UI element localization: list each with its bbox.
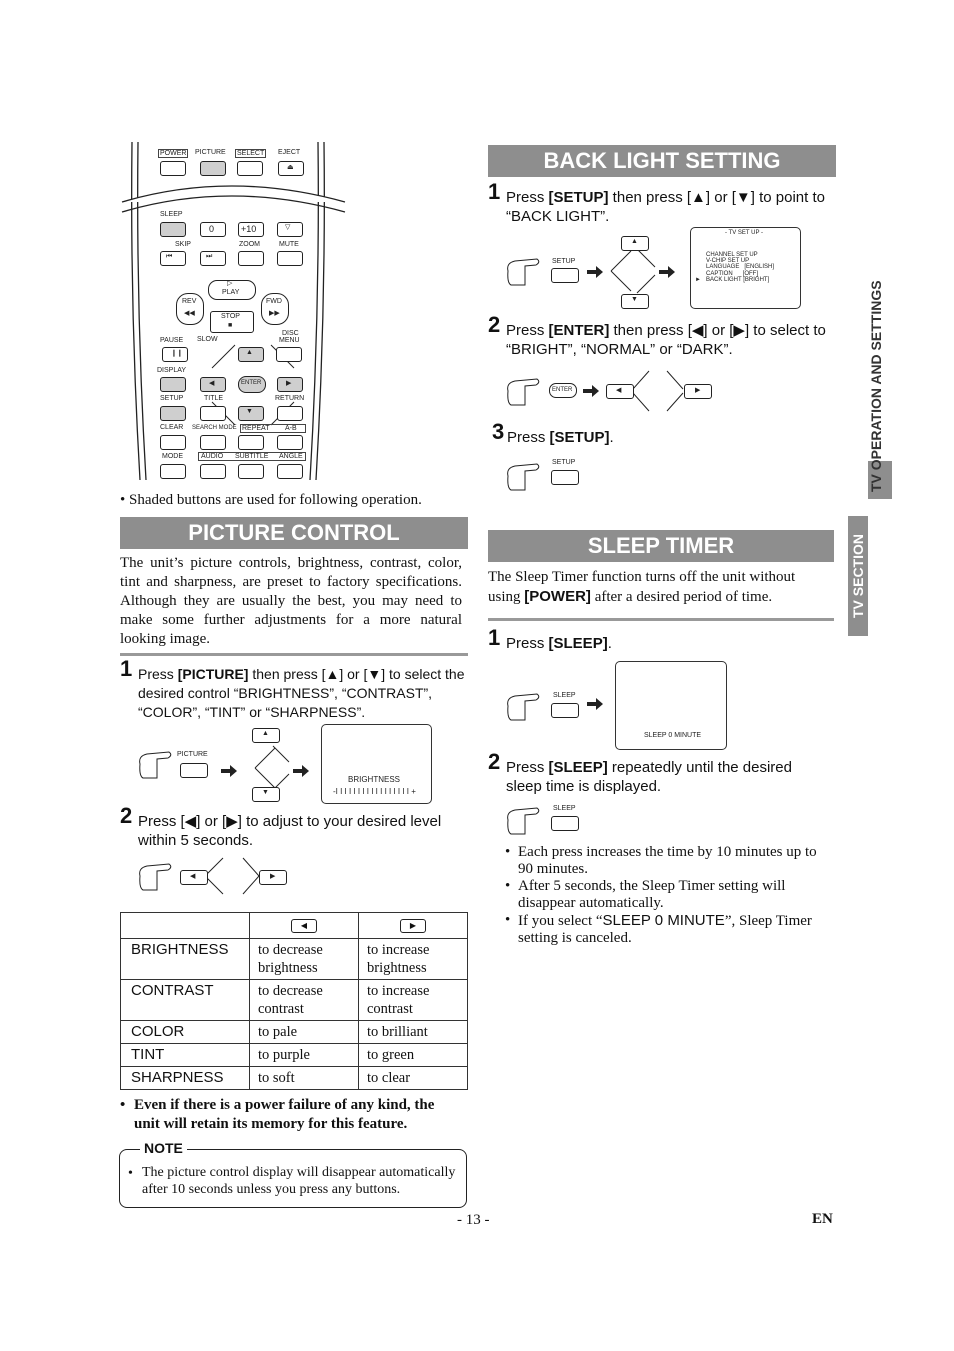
angle-button[interactable] bbox=[277, 464, 303, 479]
remote-caption: • Shaded buttons are used for following operation. bbox=[120, 492, 422, 508]
rev-button[interactable] bbox=[176, 293, 204, 325]
step-text bbox=[506, 188, 836, 226]
stop-label: STOP bbox=[221, 313, 240, 320]
intro-text-a: The Sleep Timer function turns off the unit without using bbox=[488, 569, 796, 605]
menu-item: CAPTION [OFF] bbox=[706, 271, 759, 277]
arrow-right-icon bbox=[293, 765, 309, 777]
hand-icon bbox=[140, 864, 171, 890]
sleep-button[interactable] bbox=[160, 222, 186, 237]
sleep-btn-label: SLEEP bbox=[553, 692, 576, 699]
picture-button[interactable] bbox=[200, 161, 226, 176]
plus10-label: +10 bbox=[241, 224, 257, 234]
table-cell: to decrease contrast bbox=[250, 980, 359, 1021]
subtitle-button[interactable] bbox=[238, 464, 264, 479]
divider bbox=[120, 653, 468, 656]
table-cell: BRIGHTNESS bbox=[121, 939, 250, 980]
ab-label: A-B bbox=[285, 425, 297, 432]
enter-label: ENTER bbox=[241, 380, 262, 386]
sleep-button[interactable] bbox=[551, 816, 579, 831]
menu-label: MENU bbox=[279, 337, 300, 344]
fast-forward-icon: ▶▶ bbox=[269, 310, 280, 317]
arrow-left-icon: ◀ bbox=[209, 380, 215, 387]
bullet: • bbox=[128, 1166, 133, 1181]
table-cell: to purple bbox=[250, 1044, 359, 1067]
bullet-text: Each press increases the time by 10 minutes up to 90 minutes. bbox=[518, 844, 817, 877]
title-button[interactable] bbox=[200, 406, 226, 421]
audio-label: AUDIO bbox=[201, 453, 224, 460]
eject-icon: ⏏ bbox=[287, 164, 294, 171]
setup-button[interactable] bbox=[551, 470, 579, 485]
plus10-button[interactable] bbox=[238, 222, 264, 237]
return-label: RETURN bbox=[275, 395, 305, 402]
step-text-a: Press bbox=[506, 635, 549, 652]
arrow-left-icon: ◀ bbox=[190, 873, 196, 880]
setup-button[interactable] bbox=[160, 406, 186, 421]
memory-note-text: Even if there is a power failure of any kind, the unit will retain its memory for this feature. bbox=[134, 1097, 435, 1132]
select-label: SELECT bbox=[237, 150, 265, 157]
skip-back-icon: ⏮ bbox=[166, 253, 173, 260]
hand-icon bbox=[140, 752, 171, 778]
bullet: • bbox=[505, 878, 511, 894]
step-text bbox=[506, 321, 836, 359]
screen-text: SLEEP 0 MINUTE bbox=[644, 732, 702, 739]
clear-label: CLEAR bbox=[160, 424, 184, 431]
skip-label: SKIP bbox=[175, 241, 191, 248]
picture-label: PICTURE bbox=[195, 149, 226, 156]
step-text: Press [◀] or [▶] to adjust to your desired level within 5 seconds. bbox=[138, 813, 442, 849]
sleep-timer-heading: SLEEP TIMER bbox=[488, 530, 834, 562]
skip-forward-icon: ⏭ bbox=[206, 253, 213, 260]
arrow-down-icon: ▼ bbox=[262, 789, 269, 796]
table-cell: to brilliant bbox=[359, 1021, 468, 1044]
step-text-c: . bbox=[609, 429, 614, 446]
cursor-icon: ► bbox=[695, 277, 701, 283]
step-text bbox=[506, 758, 826, 796]
search-mode-button[interactable] bbox=[200, 435, 226, 450]
down-triangle-button[interactable] bbox=[277, 222, 303, 237]
table-cell: to increase contrast bbox=[359, 980, 468, 1021]
clear-button[interactable] bbox=[160, 435, 186, 450]
table-row bbox=[121, 1021, 468, 1044]
list-item bbox=[505, 844, 835, 878]
table-cell: SHARPNESS bbox=[121, 1067, 250, 1090]
step-text-c: then press [◀] or [▶] to select to “BRIGHT”, “NORMAL” or “DARK”. bbox=[506, 322, 826, 358]
slow-label: SLOW bbox=[197, 336, 218, 343]
step-text-a: Press bbox=[506, 759, 549, 776]
arrow-right-icon bbox=[583, 385, 599, 397]
power-label: POWER bbox=[160, 150, 187, 157]
note-title: NOTE bbox=[140, 1140, 187, 1156]
bullet: • bbox=[505, 844, 511, 860]
picture-button[interactable] bbox=[180, 763, 208, 778]
sleep-key: [SLEEP] bbox=[548, 635, 608, 652]
step-number: 1 bbox=[488, 179, 501, 204]
table-cell: CONTRAST bbox=[121, 980, 250, 1021]
up-button[interactable] bbox=[238, 347, 264, 362]
page-number: - 13 - bbox=[457, 1212, 490, 1228]
arrow-down-icon: ▼ bbox=[246, 408, 253, 415]
audio-button[interactable] bbox=[200, 464, 226, 479]
setup-button[interactable] bbox=[551, 268, 579, 283]
ab-button[interactable] bbox=[277, 435, 303, 450]
left-key-icon: ◀ bbox=[291, 919, 317, 933]
backlight-step-2-diagram bbox=[503, 367, 723, 415]
right-button[interactable] bbox=[259, 870, 287, 885]
bullet: • bbox=[505, 912, 511, 928]
play-button[interactable] bbox=[208, 280, 256, 300]
menu-item: LANGUAGE [ENGLISH] bbox=[706, 264, 775, 270]
table-cell: to pale bbox=[250, 1021, 359, 1044]
sleep-btn-label: SLEEP bbox=[553, 805, 576, 812]
angle-label: ANGLE bbox=[279, 453, 303, 460]
sleep-key: [SLEEP] bbox=[548, 759, 608, 776]
picture-control-table bbox=[120, 912, 468, 1090]
intro-text-c: after a desired period of time. bbox=[590, 589, 773, 605]
up-button[interactable] bbox=[252, 728, 280, 743]
arrow-right-icon: ▶ bbox=[270, 873, 276, 880]
arrow-right-icon bbox=[587, 698, 603, 710]
arrow-right-icon: ▶ bbox=[286, 380, 292, 387]
return-button[interactable] bbox=[277, 406, 303, 421]
arrow-up-icon: ▲ bbox=[246, 349, 253, 356]
power-key: [POWER] bbox=[524, 588, 591, 605]
right-button[interactable] bbox=[277, 377, 303, 392]
audio-group bbox=[198, 452, 306, 461]
step-text-c: then press [▲] or [▼] to select the desired control “BRIGHTNESS”, “CONTRAST”, “COLOR”, “TINT” or “SHARPNESS”. bbox=[138, 666, 465, 720]
picture-btn-label: PICTURE bbox=[177, 751, 208, 758]
menu-title: - TV SET UP - bbox=[725, 230, 764, 236]
repeat-button[interactable] bbox=[238, 435, 264, 450]
back-light-heading: BACK LIGHT SETTING bbox=[488, 145, 836, 177]
note-box bbox=[119, 1140, 467, 1208]
sleep-bullets bbox=[505, 844, 835, 947]
menu-item: BACK LIGHT [BRIGHT] bbox=[706, 277, 770, 283]
skip-forward-button[interactable] bbox=[200, 251, 226, 266]
setup-label: SETUP bbox=[160, 395, 184, 402]
enter-label: ENTER bbox=[552, 387, 573, 393]
hand-icon bbox=[508, 694, 539, 720]
display-button[interactable] bbox=[160, 377, 186, 392]
up-button[interactable] bbox=[621, 236, 649, 251]
bullet-text: After 5 seconds, the Sleep Timer setting will disappear automatically. bbox=[518, 878, 786, 911]
step-text-a: Press bbox=[138, 666, 178, 682]
step-number: 2 bbox=[488, 312, 501, 337]
zero-button[interactable] bbox=[200, 222, 226, 237]
step-number: 2 bbox=[120, 803, 133, 828]
sleep-0-minute: SLEEP 0 MINUTE bbox=[602, 912, 725, 929]
step-text-c: repeatedly until the desired sleep time is displayed. bbox=[506, 759, 792, 795]
arrow-up-icon: ▲ bbox=[631, 238, 638, 245]
hand-icon bbox=[508, 379, 539, 405]
sleep-timer-intro bbox=[488, 568, 828, 607]
play-icon: ▷ bbox=[227, 280, 233, 287]
enter-key: [ENTER] bbox=[548, 322, 610, 339]
title-label: TITLE bbox=[204, 395, 224, 402]
left-button[interactable] bbox=[180, 870, 208, 885]
note-text: The picture control display will disappear automatically after 10 seconds unless you press any buttons. bbox=[142, 1165, 456, 1197]
sleep-step-1-diagram bbox=[503, 686, 613, 726]
step-number: 2 bbox=[488, 749, 501, 774]
down-button[interactable] bbox=[238, 406, 264, 421]
table-row bbox=[121, 980, 468, 1021]
step-text-a: Press bbox=[507, 429, 550, 446]
search-mode-label: SEARCH MODE bbox=[192, 425, 237, 431]
backlight-step-3-diagram bbox=[503, 456, 593, 496]
tv-operation-tab bbox=[848, 243, 892, 499]
step-number: 3 bbox=[492, 419, 505, 444]
step-text bbox=[506, 634, 612, 653]
step-number: 1 bbox=[120, 656, 133, 681]
arrow-up-icon: ▲ bbox=[262, 730, 269, 737]
screen-label: BRIGHTNESS bbox=[348, 775, 401, 784]
menu-item: V-CHIP SET UP bbox=[706, 258, 750, 264]
step-text-a: Press bbox=[506, 189, 549, 206]
mode-button[interactable] bbox=[160, 464, 186, 479]
down-button[interactable] bbox=[252, 787, 280, 802]
eject-button[interactable] bbox=[278, 161, 304, 176]
backlight-step-1-diagram bbox=[503, 235, 683, 311]
table-header-cell bbox=[359, 913, 468, 939]
step-text-a: Press bbox=[506, 322, 549, 339]
sleep-label: SLEEP bbox=[160, 211, 183, 218]
picture-step-2-diagram bbox=[135, 854, 315, 900]
arrow-right-icon bbox=[587, 266, 603, 278]
table-row bbox=[121, 1067, 468, 1090]
picture-control-intro: The unit’s picture controls, brightness, contrast, color, tint and sharpness, are preset to factory specifications. Although they are usually the best, you may need to make some further adjustments for a more natural looking image. bbox=[120, 555, 462, 647]
display-label: DISPLAY bbox=[157, 367, 187, 374]
hand-icon bbox=[508, 259, 539, 285]
sleep-button[interactable] bbox=[551, 703, 579, 718]
zero-label: 0 bbox=[209, 224, 215, 234]
right-key-icon: ▶ bbox=[400, 919, 426, 933]
power-button[interactable] bbox=[160, 161, 186, 176]
table-cell: to decrease brightness bbox=[250, 939, 359, 980]
hand-icon bbox=[508, 808, 539, 834]
list-item bbox=[505, 878, 835, 912]
bullet-text-a: If you select “ bbox=[518, 913, 603, 929]
left-button[interactable] bbox=[606, 384, 634, 399]
bullet: • bbox=[120, 1097, 126, 1113]
arrow-left-icon: ◀ bbox=[616, 387, 622, 394]
down-button[interactable] bbox=[621, 294, 649, 309]
table-row bbox=[121, 939, 468, 980]
stop-icon: ■ bbox=[228, 322, 233, 329]
fwd-label: FWD bbox=[266, 298, 282, 305]
tv-section-tab bbox=[848, 516, 868, 636]
pause-button[interactable] bbox=[162, 347, 188, 362]
table-cell: to clear bbox=[359, 1067, 468, 1090]
table-cell: to green bbox=[359, 1044, 468, 1067]
hand-icon bbox=[508, 464, 539, 490]
left-button[interactable] bbox=[200, 377, 226, 392]
table-cell: to increase brightness bbox=[359, 939, 468, 980]
setup-btn-label: SETUP bbox=[552, 459, 576, 466]
pause-icon: ❙❙ bbox=[171, 350, 183, 357]
table-cell: to soft bbox=[250, 1067, 359, 1090]
enter-button[interactable] bbox=[238, 376, 266, 393]
step-text bbox=[138, 665, 468, 722]
divider bbox=[488, 618, 834, 621]
rewind-icon: ◀◀ bbox=[184, 310, 195, 317]
arrow-right-icon bbox=[221, 765, 237, 777]
step-text-c: . bbox=[607, 635, 612, 652]
tv-setup-screen bbox=[690, 227, 801, 309]
setup-key: [SETUP] bbox=[548, 189, 609, 206]
mode-label: MODE bbox=[162, 453, 183, 460]
arrow-right-icon bbox=[659, 266, 675, 278]
skip-back-button[interactable] bbox=[160, 251, 186, 266]
pause-label: PAUSE bbox=[160, 337, 184, 344]
repeat-label: REPEAT bbox=[242, 425, 270, 432]
setup-key: [SETUP] bbox=[549, 429, 610, 446]
list-item bbox=[505, 912, 835, 947]
play-label: PLAY bbox=[222, 289, 240, 296]
sleep-step-2-diagram bbox=[503, 800, 593, 840]
picture-key: [PICTURE] bbox=[177, 666, 249, 682]
step-number: 1 bbox=[488, 625, 501, 650]
zoom-button[interactable] bbox=[238, 251, 264, 266]
stop-button[interactable] bbox=[210, 311, 254, 333]
table-header-cell bbox=[250, 913, 359, 939]
rev-label: REV bbox=[182, 298, 197, 305]
triangle-down-icon: ▽ bbox=[285, 224, 291, 231]
step-text bbox=[507, 428, 614, 447]
subtitle-label: SUBTITLE bbox=[235, 453, 269, 460]
brightness-screen bbox=[321, 724, 432, 804]
menu-item: CHANNEL SET UP bbox=[706, 252, 758, 258]
repeat-group bbox=[240, 424, 306, 433]
eject-label: EJECT bbox=[278, 149, 301, 156]
mute-label: MUTE bbox=[279, 241, 299, 248]
operation-tab-label: TV OPERATION AND SETTINGS bbox=[868, 280, 884, 492]
screen-scale: -I I I I I I I I I I I I I I I I I + bbox=[333, 787, 416, 796]
select-button[interactable] bbox=[237, 161, 263, 176]
setup-btn-label: SETUP bbox=[552, 258, 576, 265]
picture-control-heading: PICTURE CONTROL bbox=[120, 517, 468, 549]
right-button[interactable] bbox=[684, 384, 712, 399]
mute-button[interactable] bbox=[277, 251, 303, 266]
remote-control-illustration bbox=[120, 140, 470, 485]
disc-label: DISC bbox=[282, 330, 299, 337]
table-header-row bbox=[121, 913, 468, 939]
zoom-label: ZOOM bbox=[239, 241, 260, 248]
table-header-cell bbox=[121, 913, 250, 939]
arrow-down-icon: ▼ bbox=[631, 296, 638, 303]
bullet-text-c: ”, Sleep Timer setting is canceled. bbox=[518, 913, 812, 946]
section-tab-label: TV SECTION bbox=[850, 534, 866, 619]
enter-button[interactable] bbox=[549, 383, 577, 398]
table-cell: COLOR bbox=[121, 1021, 250, 1044]
sleep-screen bbox=[615, 661, 727, 750]
table-row bbox=[121, 1044, 468, 1067]
language-code: EN bbox=[812, 1211, 833, 1227]
disc-menu-button[interactable] bbox=[276, 347, 302, 362]
table-cell: TINT bbox=[121, 1044, 250, 1067]
arrow-right-icon: ▶ bbox=[695, 387, 701, 394]
fwd-button[interactable] bbox=[261, 293, 289, 325]
step-text-c: then press [▲] or [▼] to point to “BACK LIGHT”. bbox=[506, 189, 825, 225]
